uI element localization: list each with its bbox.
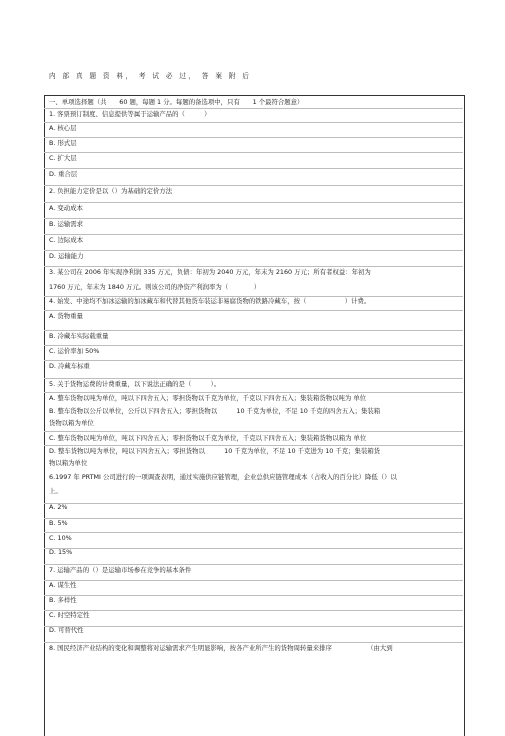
row-divider (44, 266, 463, 267)
row-divider (44, 626, 463, 627)
row-divider (44, 310, 463, 311)
question-6-option-a: A. 2% (49, 503, 68, 511)
row-divider (44, 564, 463, 565)
question-8-stem: 8. 国民经济产业结构的变化和调整将对运输需求产生明显影响，按各产业所产生的货物周转量来排序 （由大到 (49, 644, 393, 652)
row-divider (44, 168, 463, 169)
question-6-stem-line-1: 6.1997 年 PRTMI 公司进行的一项调查表明，通过实施供应链管理，企业总供应链管理成本（占收入的百分比）降低（）以 (49, 473, 397, 481)
row-divider (44, 250, 463, 251)
question-2-option-a: A. 变动成本 (49, 204, 83, 212)
row-divider (44, 218, 463, 219)
row-divider (44, 122, 463, 123)
question-1-option-c: C. 扩大层 (49, 154, 77, 162)
row-divider (44, 137, 463, 138)
row-divider (44, 445, 463, 446)
question-6-option-c: C. 10% (49, 534, 72, 542)
row-divider (44, 378, 463, 379)
row-divider (44, 345, 463, 346)
question-1-stem: 1. 客票预订制度、信息提供等属于运输产品的（ ） (49, 110, 211, 118)
question-4-option-d: D. 冷藏车标重 (49, 362, 90, 370)
row-divider (44, 360, 463, 361)
question-1-option-b: B. 形式层 (49, 139, 77, 147)
row-divider (44, 642, 463, 643)
question-4-stem: 4. 始发、中途均不加冰运输的加冰藏车和代替其他货车装运非易腐货物的铁路冷藏车，按（ ）计费。 (49, 297, 371, 305)
question-5-option-a: A. 整车货物以吨为单位，吨以下四舍五入；零担货物以千克为单位，千克以下四舍五入；集装箱货物以吨为 单位 (49, 394, 367, 402)
question-3-stem-line-1: 3. 某公司在 2006 年实现净利润 335 万元，负债：年初为 2040 万元，年末为 2160 万元；所有者权益：年初为 (49, 268, 371, 276)
row-divider (44, 610, 463, 611)
question-2-option-c: C. 边际成本 (49, 236, 84, 244)
question-4-option-c: C. 运价率加 50% (49, 347, 100, 355)
row-divider (44, 431, 463, 432)
row-divider (44, 202, 463, 203)
row-divider (44, 595, 463, 596)
question-6-option-d: D. 15% (49, 548, 73, 556)
row-divider (44, 548, 463, 549)
question-6-stem-line-2: 上。 (49, 487, 62, 495)
question-2-option-d: D. 运输能力 (49, 252, 84, 260)
row-divider (44, 296, 463, 297)
question-5-stem: 5. 关于货物运费的计费重量，以下说法正确的是（ ）。 (49, 380, 221, 388)
row-divider (44, 108, 463, 109)
question-2-option-b: B. 运输需求 (49, 220, 84, 228)
question-7-option-c: C. 时空特定性 (49, 611, 90, 619)
section-title: 一、单项选择题（共 60 题，每题 1 分。每题的备选项中，只有 1 个最符合题意） (49, 98, 304, 106)
question-4-option-a: A. 货物重量 (49, 312, 83, 320)
row-divider (44, 580, 463, 581)
row-divider (44, 185, 463, 186)
row-divider (44, 392, 463, 393)
question-7-option-a: A. 谋生性 (49, 581, 77, 589)
question-5-option-d-cont: 物以箱为单位 (49, 459, 88, 467)
question-3-stem-line-2: 1760 万元，年末为 1840 万元。则该公司的净资产利润率为（ ） (49, 283, 261, 291)
question-1-option-d: D. 重合层 (49, 170, 78, 178)
question-7-option-b: B. 多样性 (49, 596, 77, 604)
question-5-option-d: D. 整车货物以吨为单位，吨以下四舍五入；零担货物以 10 千克为单位，不足 10 千克进为 10 千克；集装箱货 (49, 447, 381, 455)
question-4-option-b: B. 冷藏车实际载重量 (49, 332, 109, 340)
question-2-stem: 2. 负担能力定价是以（）为基础的定价方法 (49, 187, 173, 195)
question-1-option-a: A. 核心层 (49, 124, 77, 132)
row-divider (44, 330, 463, 331)
row-divider (44, 518, 463, 519)
row-divider (44, 234, 463, 235)
question-7-option-d: D. 可替代性 (49, 626, 84, 634)
page-header: 内 部 真 题 资 料， 考 试 必 过， 答 案 附 后 (49, 72, 252, 80)
question-5-option-c: C. 整车货物以吨为单位，吨以下四舍五入；零担货物以千克为单位，千克以下四舍五入；集装箱货物以箱为 单位 (49, 434, 367, 442)
question-5-option-b: B. 整车货物以公斤以单位，公斤以下四舍五入；零担货物以 10 千克为单位，不足 10 千克的四舍五入；集装箱 (49, 407, 381, 415)
row-divider (44, 532, 463, 533)
row-divider (44, 152, 463, 153)
question-6-option-b: B. 5% (49, 519, 68, 527)
question-5-option-b-cont: 货物以箱为单位 (49, 419, 94, 427)
question-7-stem: 7. 运输产品的（）是运输市场参在竞争的基本条件 (49, 566, 192, 574)
row-divider (44, 503, 463, 504)
